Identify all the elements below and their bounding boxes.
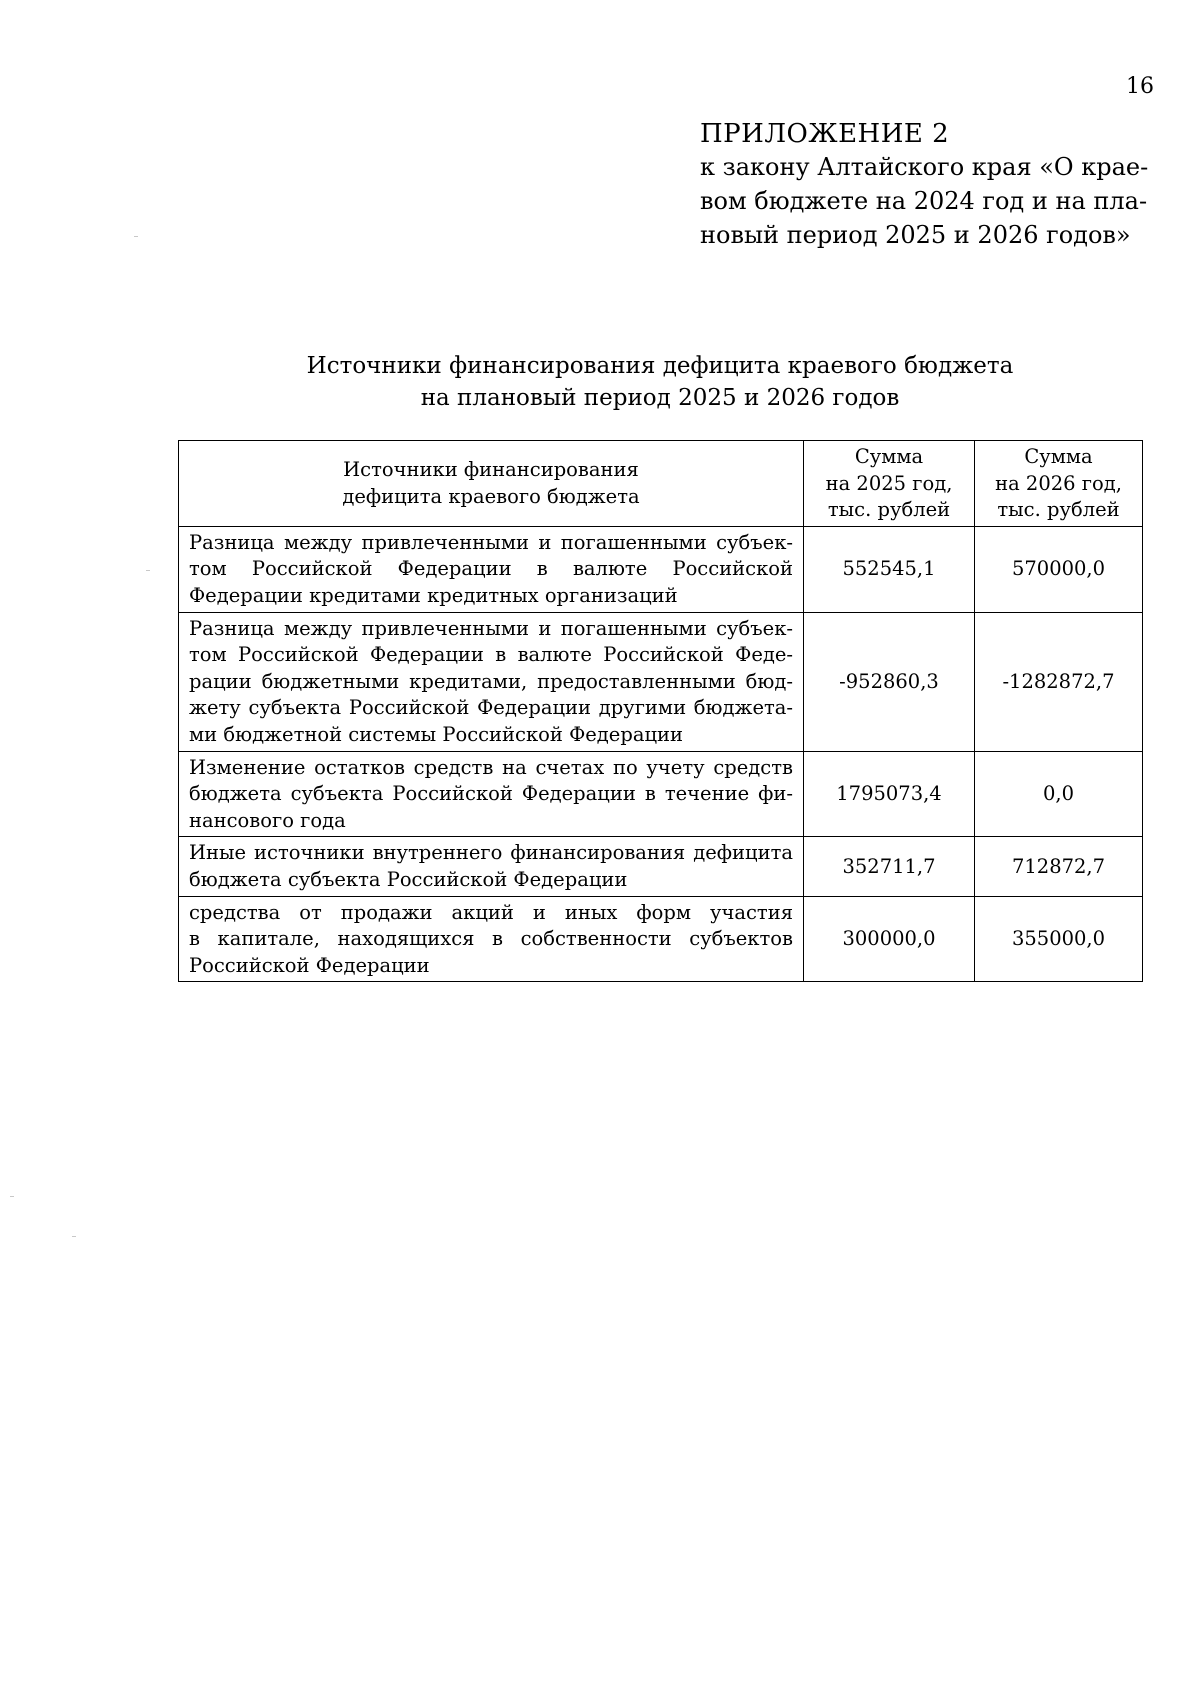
sum-2025-cell: 552545,1	[804, 526, 975, 612]
description-line: средства от продажи акций и иных форм участия	[189, 900, 793, 924]
description-line: Разница между привлеченными и погашенными субъек-	[189, 530, 793, 554]
sum-2026-cell: 0,0	[975, 751, 1143, 837]
source-description	[179, 896, 804, 982]
header-sources	[179, 441, 804, 527]
document-title-line: Источники финансирования дефицита краевого бюджета	[306, 353, 1014, 379]
document-title	[180, 350, 1140, 414]
table-row	[179, 837, 1143, 896]
source-description	[179, 837, 804, 896]
table-header-row	[179, 441, 1143, 527]
sum-2025-cell: 352711,7	[804, 837, 975, 896]
financing-sources-table	[178, 440, 1143, 982]
table-row	[179, 612, 1143, 751]
description-line: том Российской Федерации в валюте Российской Феде-	[189, 643, 793, 667]
source-description	[179, 526, 804, 612]
appendix-title: ПРИЛОЖЕНИЕ 2	[700, 119, 950, 149]
sum-2026-cell: 355000,0	[975, 896, 1143, 982]
source-description	[179, 751, 804, 837]
page-number: 16	[1126, 74, 1154, 99]
scan-speck	[134, 236, 138, 237]
sum-2026-cell: 570000,0	[975, 526, 1143, 612]
description-line: нансового года	[189, 808, 346, 832]
description-line: бюджета субъекта Российской Федерации в течение фи-	[189, 782, 793, 806]
description-line: рации бюджетными кредитами, предоставленными бюд-	[189, 669, 793, 693]
sum-2025-cell: 300000,0	[804, 896, 975, 982]
description-line: Федерации кредитами кредитных организаций	[189, 583, 678, 607]
table-row	[179, 896, 1143, 982]
description-line: жету субъекта Российской Федерации другими бюджета-	[189, 696, 793, 720]
header-text: дефицита краевого бюджета	[342, 484, 640, 508]
scan-speck	[72, 1236, 76, 1237]
appendix-line: к закону Алтайского края «О крае-	[700, 153, 1149, 181]
header-text: тыс. рублей	[997, 498, 1120, 522]
sum-2026-cell: -1282872,7	[975, 612, 1143, 751]
description-line: Российской Федерации	[189, 953, 430, 977]
sum-2025-cell: -952860,3	[804, 612, 975, 751]
header-text: Сумма	[1024, 445, 1093, 468]
sum-2026-cell: 712872,7	[975, 837, 1143, 896]
header-text: на 2025 год,	[825, 471, 953, 495]
header-sum-2026	[975, 441, 1143, 527]
header-text: тыс. рублей	[827, 498, 951, 522]
scan-speck	[10, 1196, 14, 1197]
document-title-line: на плановый период 2025 и 2026 годов	[420, 385, 900, 411]
appendix-header	[700, 118, 1149, 252]
description-line: бюджета субъекта Российской Федерации	[189, 867, 628, 891]
appendix-line: вом бюджете на 2024 год и на пла-	[700, 187, 1148, 215]
description-line: ми бюджетной системы Российской Федерации	[189, 722, 683, 746]
description-line: том Российской Федерации в валюте Российской	[189, 557, 793, 581]
header-sum-2025	[804, 441, 975, 527]
header-text: Источники финансирования	[343, 458, 639, 482]
description-line: Разница между привлеченными и погашенными субъек-	[189, 616, 793, 640]
description-line: Изменение остатков средств на счетах по учету средств	[189, 755, 793, 779]
description-line: в капитале, находящихся в собственности субъектов	[189, 927, 793, 951]
sum-2025-cell: 1795073,4	[804, 751, 975, 837]
table-row	[179, 751, 1143, 837]
source-description	[179, 612, 804, 751]
table-row	[179, 526, 1143, 612]
appendix-line: новый период 2025 и 2026 годов»	[700, 221, 1131, 249]
header-text: на 2026 год,	[995, 471, 1122, 495]
scan-speck	[146, 570, 150, 571]
description-line: Иные источники внутреннего финансирования дефицита	[189, 841, 793, 865]
header-text: Сумма	[854, 445, 924, 468]
